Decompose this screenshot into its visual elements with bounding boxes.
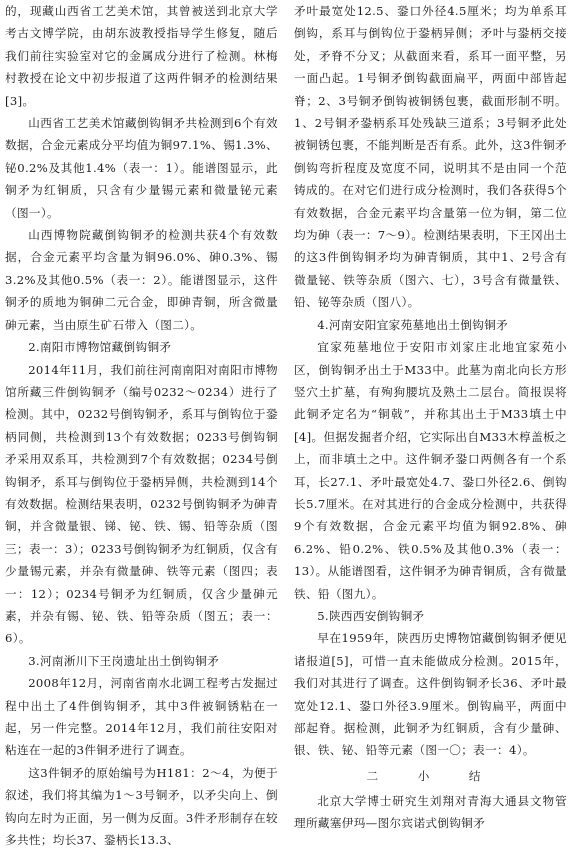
section-heading: 3.河南淅川下王岗遗址出土倒钩铜矛 xyxy=(28,653,220,668)
body-paragraph: 这3件铜矛的原始编号为H181：2～4，为便于叙述，我们将其编为1～3号铜矛，以矛尖向上、倒钩向左时为正面，另一侧为反面。3件矛形制存在较多共性；均长37、銎柄长13.3、 xyxy=(5,765,278,848)
section-heading: 4.河南安阳宜家苑墓地出土倒钩铜矛 xyxy=(317,317,509,332)
left-column xyxy=(5,0,278,848)
body-paragraph: 2014年11月，我们前往河南南阳对南阳市博物馆所藏三件倒钩铜矛（编号0232～0234）进行了检测。其中，0232号倒钩铜矛，系耳与倒钩位于銎柄同侧，共检测到13个有效数据；0233号倒钩铜矛采用双系耳，共检测到7个有效数据；0234号倒钩铜矛，系耳与倒钩位于銎柄异侧，共检测到14个有效数据。检测结果表明，0232号倒钩铜矛为砷青铜，并含微量银、锑、铋、铁、锡、铅等杂质（图三；表一：3）；0233号倒钩铜矛为红铜质，仅含有少量锡元素，并杂有微量砷、铁等元素（图四；表一：12）；0234号铜矛为红铜质，仅含少量砷元素，并杂有锡、铋、铁、铅等杂质（图五；表一：6）。 xyxy=(5,362,278,646)
body-paragraph: 山西省工艺美术馆藏倒钩铜矛共检测到6个有效数据，合金元素成分平均值为铜97.1%、锡1.3%、铋0.2%及其他1.4%（表一：1）。能谱图显示，此铜矛为红铜质，只含有少量锡元素和微量铋元素（图一）。 xyxy=(5,116,278,220)
body-paragraph: 的，现藏山西省工艺美术馆，其曾被送到北京大学考古文博学院，由胡东波教授指导学生修复，随后我们前往实验室对它的金属成分进行了检测。林梅村教授在论文中初步报道了这两件铜矛的检测结果[3]。 xyxy=(5,4,278,108)
section-title: 二 小 结 xyxy=(366,768,495,783)
body-paragraph: 北京大学博士研究生刘翔对青海大通县文物管理所藏塞伊玛—图尔宾诺式倒钩铜矛 xyxy=(294,793,567,831)
body-paragraph: 2008年12月，河南省南水北调工程考古发掘过程中出土了4件倒钩铜矛，其中3件被铜锈粘在一起，另一件完整。2014年12月，我们前往安阳对粘连在一起的3件铜矛进行了调查。 xyxy=(5,676,278,758)
section-heading: 2.南阳市博物馆藏倒钩铜矛 xyxy=(28,340,172,355)
body-paragraph: 宜家苑墓地位于安阳市刘家庄北地宜家苑小区，倒钩铜矛出土于M33中。此墓为南北向长方形竖穴土扩墓，有殉狗腰坑及熟土二层台。简报误将此铜矛定名为“铜戟”，并称其出土于M33填土中[4]。但据发掘者介绍，它实际出自M33木椁盖板之上，而非填土之中。这件铜矛銎口两侧各有一个系耳，长27.1、矛叶最宽处4.7、銎口外径2.6、倒钩长5.7厘米。在对其进行的合金成分检测中，共获得9个有效数据，合金元素平均值为铜92.8%、砷6.2%、铅0.2%、铁0.5%及其他0.3%（表一：13）。从能谱图看，这件铜矛为砷青铜质，含有微量铁、铅（图九）。 xyxy=(294,340,567,601)
body-paragraph: 矛叶最宽处12.5、銎口外径4.5厘米；均为单系耳倒钩，系耳与倒钩位于銎柄异侧；矛叶与銎柄交接处，矛脊不分叉；从截面来看，系耳一面平整，另一面凸起。1号铜矛倒钩截面扁平，两面中部皆起脊；2、3号铜矛倒钩被铜锈包裹，截面形制不明。1、2号铜矛銎柄系耳处残缺三道系；3号铜矛此处被铜锈包裹，不能判断是否有系。此外，这3件铜矛倒钩弯折程度及宽度不同，说明其不是由同一个范铸成的。在对它们进行成分检测时，我们各获得5个有效数据，合金元素平均含量第一位为铜，第二位均为砷（表一：7～9）。检测结果表明，下王冈出土的这3件倒钩铜矛均为砷青铜质，其中1、2号含有微量铋、铁等杂质（图六、七），3号含有微量铁、铅、铋等杂质（图八）。 xyxy=(294,4,567,310)
body-paragraph: 早在1959年，陕西历史博物馆藏倒钩铜矛便见诸报道[5]，可惜一直未能做成分检测。2015年，我们对其进行了调查。这件倒钩铜矛长36、矛叶最宽处12.1、銎口外径3.9厘米。倒钩扁平，两面中部起脊。据检测，此铜矛为红铜质，含有少量砷、银、铁、铋、铅等元素（图一〇；表一：4）。 xyxy=(294,631,567,758)
right-column xyxy=(294,0,567,831)
section-heading: 5.陕西西安倒钩铜矛 xyxy=(317,608,425,623)
body-paragraph: 山西博物院藏倒钩铜矛的检测共获4个有效数据，合金元素平均含量为铜96.0%、砷0.3%、锡3.2%及其他0.5%（表一：2）。能谱图显示，这件铜矛的质地为铜砷二元合金，即砷青铜，所含微量砷元素，当由原生矿石带入（图二）。 xyxy=(5,228,278,332)
